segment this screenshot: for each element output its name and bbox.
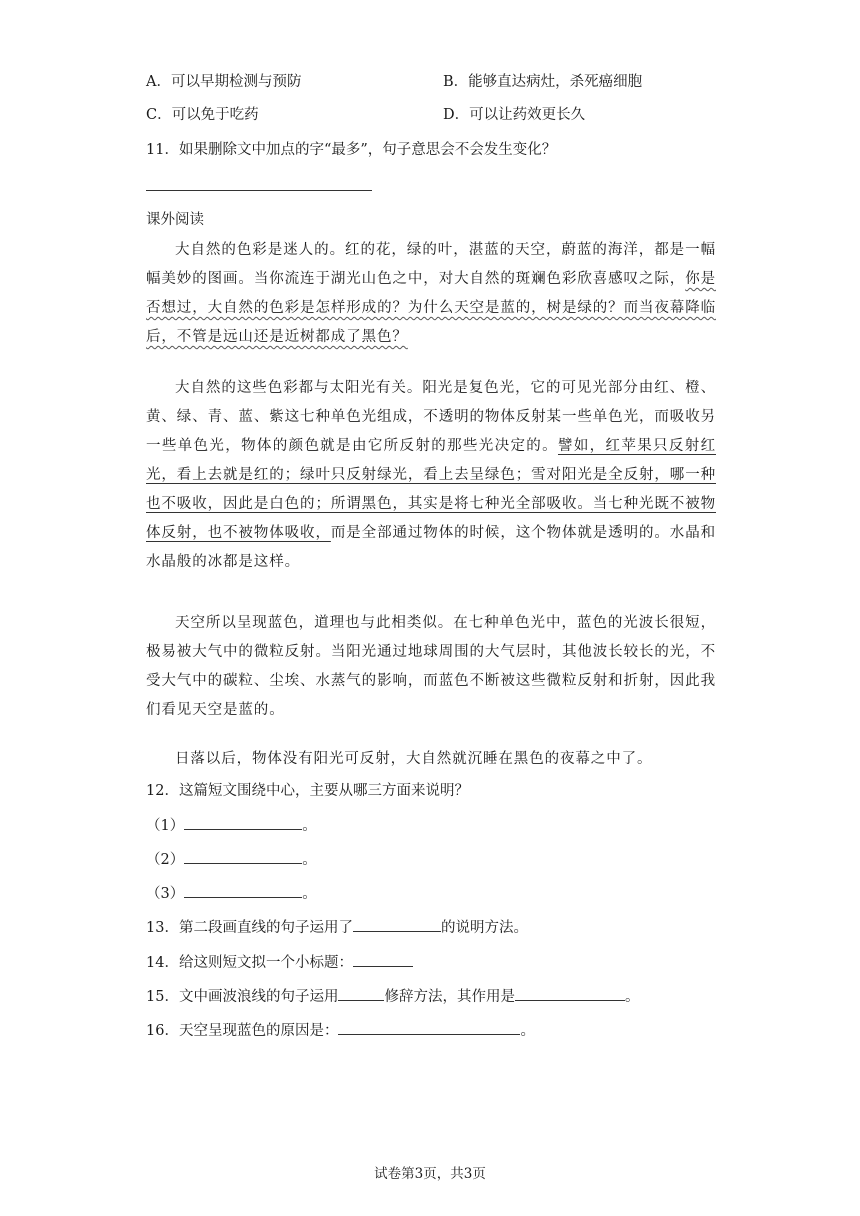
passage-paragraph-2 — [146, 374, 716, 577]
answer-blank-12-3[interactable] — [184, 883, 302, 898]
q10-option-c: C．可以免于吃药 — [146, 107, 259, 123]
answer-blank-15a[interactable] — [338, 986, 384, 1001]
question-12: 12．这篇短文围绕中心，主要从哪三方面来说明？ — [146, 783, 469, 799]
passage-paragraph-1 — [146, 236, 716, 352]
answer-blank-12-2[interactable] — [184, 849, 302, 864]
q10-option-a: A．可以早期检测与预防 — [146, 74, 302, 90]
p1-plain: 大自然的色彩是迷人的。红的花，绿的叶，湛蓝的天空，蔚蓝的海洋，都是一幅幅美妙的图画。当你流连于湖光山色之中，对大自然的斑斓色彩欣喜感叹之际， — [146, 242, 716, 287]
passage-paragraph-4: 日落以后，物体没有阳光可反射，大自然就沉睡在黑色的夜幕之中了。 — [175, 751, 653, 767]
q10-option-d: D．可以让药效更长久 — [443, 107, 586, 123]
question-15: 15．文中画波浪线的句子运用 修辞方法，其作用是 。 — [146, 986, 639, 1007]
answer-blank-15b[interactable] — [515, 986, 625, 1001]
question-11: 11．如果删除文中加点的字“最多”，句子意思会不会发生变化？ — [146, 142, 557, 158]
p2-tail: 而是全部通过物体的时候，这个物体就是透明的。水晶和水晶般的冰都是这样。 — [146, 525, 716, 570]
question-12-1: （1） 。 — [146, 815, 317, 836]
question-12-2: （2） 。 — [146, 849, 317, 870]
p2-plain: 大自然的这些色彩都与太阳光有关。阳光是复色光，它的可见光部分由红、橙、黄、绿、青、蓝、紫这七种单色光组成，不透明的物体反射某一些单色光，而吸收另一些单色光，物体的颜色就是由它所反射的那些光决定的。 — [146, 380, 716, 454]
answer-blank-13[interactable] — [353, 917, 441, 932]
answer-blank-14[interactable] — [353, 952, 413, 967]
question-13: 13．第二段画直线的句子运用了 的说明方法。 — [146, 917, 528, 938]
question-12-3: （3） 。 — [146, 883, 317, 904]
section-title: 课外阅读 — [146, 212, 204, 228]
answer-blank-16[interactable] — [338, 1020, 520, 1035]
answer-blank-11[interactable] — [146, 190, 372, 191]
q10-option-b: B．能够直达病灶，杀死癌细胞 — [443, 74, 643, 90]
question-16: 16．天空呈现蓝色的原因是： 。 — [146, 1020, 535, 1041]
p2-underlined-sentence: 譬如，红苹果只反射红光，看上去就是红的；绿叶只反射绿光，看上去呈绿色；雪对阳光是全反射，哪一种也不吸收，因此是白色的；所谓黑色，其实是将七种光全部吸收。当七种光既不被物体反射，也不被物体吸收， — [146, 438, 716, 541]
answer-blank-12-1[interactable] — [184, 815, 302, 830]
page-footer: 试卷第3页，共3页 — [374, 1166, 486, 1182]
p1-wavy-sentence: 你是否想过，大自然的色彩是怎样形成的？为什么天空是蓝的，树是绿的？而当夜幕降临后，不管是远山还是近树都成了黑色？ — [146, 271, 716, 345]
passage-paragraph-3: 天空所以呈现蓝色，道理也与此相类似。在七种单色光中，蓝色的光波长很短，极易被大气中的微粒反射。当阳光通过地球周围的大气层时，其他波长较长的光，不受大气中的碳粒、尘埃、水蒸气的影响，而蓝色不断被这些微粒反射和折射，因此我们看见天空是蓝的。 — [146, 615, 716, 718]
question-14: 14．给这则短文拟一个小标题： — [146, 952, 413, 973]
